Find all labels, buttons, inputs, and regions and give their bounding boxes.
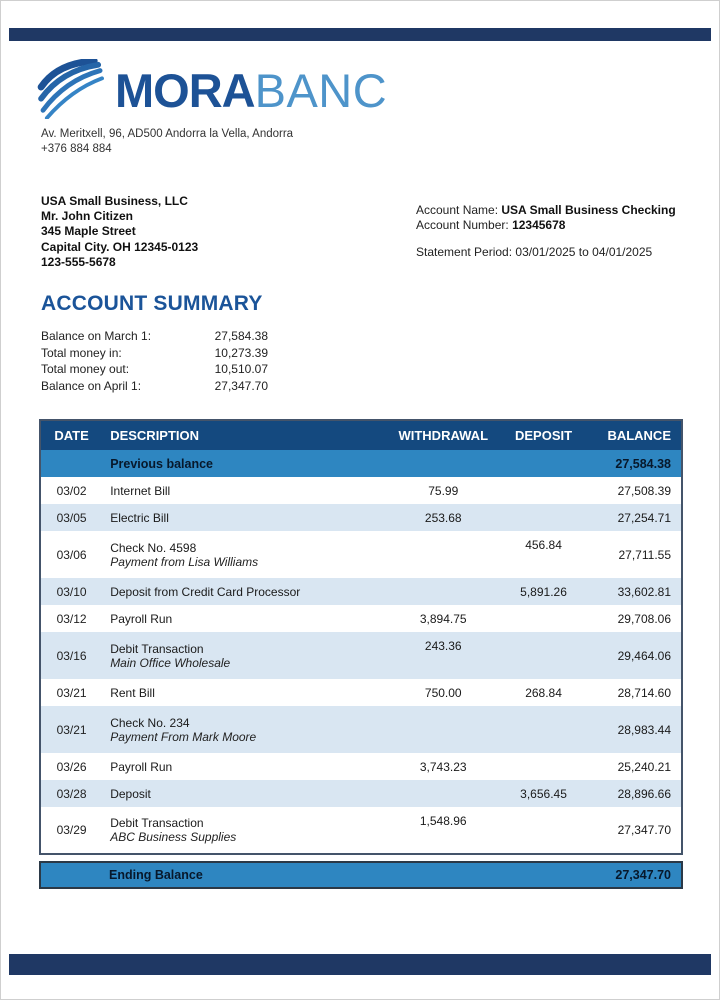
summary-value: 27,584.38 — [214, 329, 268, 343]
summary-label: Total money out: — [41, 362, 130, 376]
summary-value: 10,273.39 — [214, 345, 268, 360]
header-balance: BALANCE — [594, 420, 682, 450]
transaction-row — [40, 578, 682, 605]
bank-address-line: Av. Meritxell, 96, AD500 Andorra la Vella, Andorra — [41, 128, 294, 140]
cell-deposit — [493, 605, 593, 632]
summary-row — [41, 378, 268, 395]
account-summary-table — [41, 328, 268, 394]
transaction-subdescription: ABC Business Supplies — [110, 830, 237, 844]
transaction-row — [40, 807, 682, 854]
logo-swoosh-icon — [37, 59, 109, 119]
cell-deposit — [493, 504, 593, 531]
summary-row — [41, 361, 268, 378]
transaction-row — [40, 753, 682, 780]
transaction-row — [40, 679, 682, 706]
cell-date: 03/02 — [56, 483, 87, 498]
transaction-row — [40, 706, 682, 753]
ending-balance-label: Ending Balance — [109, 868, 203, 882]
cell-balance: 25,240.21 — [617, 759, 671, 774]
cell-balance: 28,896.66 — [617, 786, 671, 801]
bank-phone: +376 884 884 — [41, 143, 112, 155]
cell-withdrawal: 3,894.75 — [419, 611, 467, 626]
cell-date: 03/12 — [56, 611, 87, 626]
cell-deposit — [493, 753, 593, 780]
ending-balance-row — [39, 861, 683, 889]
cell-description — [102, 531, 393, 578]
transaction-description: Check No. 234 — [110, 715, 190, 730]
previous-balance-label: Previous balance — [110, 456, 214, 471]
account-name-value: USA Small Business Checking — [501, 203, 676, 217]
account-number-row — [416, 218, 676, 233]
bottom-decorative-bar — [9, 954, 711, 975]
cell-balance: 27,508.39 — [617, 483, 671, 498]
transaction-subdescription: Payment from Lisa Williams — [110, 554, 259, 569]
cell-withdrawal — [393, 706, 493, 753]
bank-name-bold: MORA — [115, 64, 255, 117]
transaction-subdescription: Main Office Wholesale — [110, 655, 231, 670]
transactions-table — [39, 419, 683, 855]
account-name-row — [416, 203, 676, 218]
cell-balance: 29,708.06 — [617, 611, 671, 626]
cell-balance: 27,254.71 — [617, 510, 671, 525]
summary-value: 10,510.07 — [214, 362, 268, 376]
cell-withdrawal: 1,548.96 — [419, 814, 467, 828]
transaction-row — [40, 504, 682, 531]
transaction-row — [40, 632, 682, 679]
statement-period-value: 03/01/2025 to 04/01/2025 — [515, 245, 653, 259]
cell-date: 03/21 — [56, 685, 87, 700]
transaction-row — [40, 780, 682, 807]
account-info-block — [416, 203, 676, 260]
cell-withdrawal: 750.00 — [424, 685, 462, 700]
cell-description — [102, 605, 393, 632]
cell-withdrawal: 75.99 — [428, 483, 459, 498]
summary-value: 27,347.70 — [214, 378, 268, 393]
cell-deposit — [493, 477, 593, 504]
cell-deposit: 456.84 — [525, 538, 562, 552]
transactions-body — [40, 450, 682, 854]
header-description: DESCRIPTION — [102, 420, 393, 450]
cell-deposit — [493, 450, 593, 477]
cell-withdrawal: 253.68 — [424, 510, 462, 525]
customer-address-block — [41, 194, 198, 270]
transaction-description: Check No. 4598 — [110, 540, 197, 555]
cell-deposit: 5,891.26 — [520, 584, 567, 599]
customer-phone: 123-555-5678 — [41, 254, 116, 269]
summary-row — [41, 328, 268, 345]
cell-date: 03/29 — [56, 823, 87, 837]
summary-label: Total money in: — [41, 345, 122, 360]
customer-company: USA Small Business, LLC — [41, 194, 188, 208]
transaction-subdescription: Payment From Mark Moore — [110, 729, 257, 744]
cell-balance: 27,711.55 — [618, 547, 671, 562]
summary-label: Balance on April 1: — [41, 378, 142, 393]
cell-withdrawal — [393, 531, 493, 578]
cell-description — [102, 504, 393, 531]
transaction-row — [40, 605, 682, 632]
transaction-description: Electric Bill — [110, 510, 169, 525]
cell-date — [40, 450, 102, 477]
cell-description — [102, 679, 393, 706]
cell-date: 03/10 — [56, 584, 87, 599]
transaction-description: Debit Transaction — [110, 641, 204, 656]
cell-date: 03/16 — [56, 648, 87, 663]
bank-address-block — [41, 127, 293, 157]
transaction-row — [40, 531, 682, 578]
cell-withdrawal — [393, 450, 493, 477]
cell-balance: 33,602.81 — [617, 584, 671, 599]
top-decorative-bar — [9, 28, 711, 41]
cell-balance: 28,983.44 — [617, 722, 671, 737]
cell-description — [102, 807, 393, 854]
cell-withdrawal — [393, 780, 493, 807]
transaction-description: Deposit from Credit Card Processor — [110, 584, 301, 599]
bank-name-light: BANC — [254, 64, 388, 117]
previous-balance-row — [40, 450, 682, 477]
cell-date: 03/05 — [56, 510, 87, 525]
transaction-description: Payroll Run — [110, 611, 173, 626]
cell-description — [102, 753, 393, 780]
customer-street: 345 Maple Street — [41, 224, 136, 239]
ending-balance-value: 27,347.70 — [615, 868, 671, 882]
header-deposit: DEPOSIT — [493, 420, 593, 450]
cell-balance: 27,347.70 — [617, 823, 671, 837]
cell-deposit — [493, 632, 593, 679]
header-date: DATE — [40, 420, 102, 450]
transaction-description: Deposit — [110, 786, 151, 801]
cell-balance: 29,464.06 — [617, 648, 671, 663]
summary-row — [41, 345, 268, 362]
account-number-value: 12345678 — [512, 218, 566, 232]
transaction-row — [40, 477, 682, 504]
cell-description — [102, 477, 393, 504]
cell-description — [102, 578, 393, 605]
account-name-label: Account Name: — [416, 203, 499, 217]
cell-date: 03/26 — [56, 759, 87, 774]
bank-name — [115, 63, 387, 119]
summary-label: Balance on March 1: — [41, 329, 152, 343]
cell-deposit — [493, 706, 593, 753]
cell-balance: 28,714.60 — [617, 685, 671, 700]
cell-withdrawal — [393, 578, 493, 605]
bank-logo — [37, 59, 387, 119]
statement-period-label: Statement Period: — [416, 245, 513, 259]
cell-description — [102, 780, 393, 807]
cell-withdrawal: 243.36 — [424, 639, 462, 653]
cell-deposit: 3,656.45 — [520, 786, 567, 801]
account-summary-title: ACCOUNT SUMMARY — [41, 292, 263, 315]
transaction-description: Internet Bill — [110, 483, 171, 498]
customer-city: Capital City. OH 12345-0123 — [41, 239, 199, 254]
table-header-row — [40, 420, 682, 450]
cell-deposit: 268.84 — [525, 685, 562, 700]
transaction-description: Payroll Run — [110, 759, 173, 774]
cell-date: 03/21 — [56, 722, 87, 737]
cell-deposit — [493, 807, 593, 854]
cell-description — [102, 632, 393, 679]
transaction-description: Debit Transaction — [110, 816, 204, 830]
previous-balance-value: 27,584.38 — [615, 456, 671, 471]
cell-date: 03/28 — [56, 786, 87, 801]
customer-name: Mr. John Citizen — [41, 209, 134, 224]
cell-description — [102, 706, 393, 753]
cell-withdrawal: 3,743.23 — [419, 759, 467, 774]
statement-period-row — [416, 245, 676, 260]
cell-date: 03/06 — [56, 547, 87, 562]
account-number-label: Account Number: — [416, 218, 509, 232]
header-withdrawal: WITHDRAWAL — [393, 420, 493, 450]
transaction-description: Rent Bill — [110, 685, 155, 700]
